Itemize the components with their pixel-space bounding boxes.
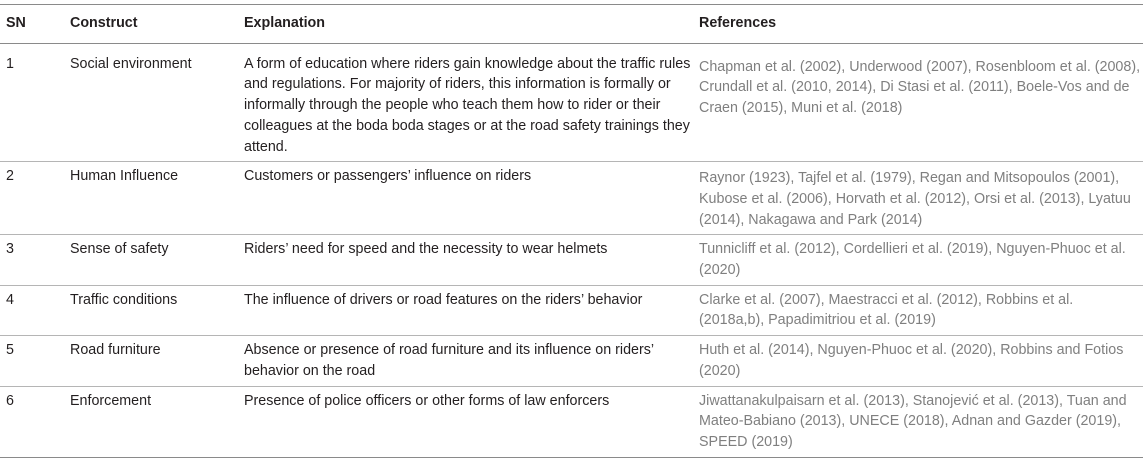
table-row — [0, 43, 1143, 162]
header-explanation: Explanation — [244, 15, 326, 31]
table-row — [0, 162, 1143, 235]
cell-sn: 4 — [6, 291, 14, 308]
cell-references: Tunnicliff et al. (2012), Cordellieri et al. (2019), Nguyen-Phuoc et al. (2020) — [699, 241, 1126, 279]
cell-construct: Sense of safety — [70, 241, 169, 258]
cell-explanation: Customers or passengers’ influence on riders — [244, 168, 532, 185]
cell-explanation: Riders’ need for speed and the necessity to wear helmets — [244, 241, 608, 258]
cell-references: Clarke et al. (2007), Maestracci et al. (2012), Robbins et al. (2018a,b), Papadimitriou et al. (2019) — [699, 291, 1074, 329]
header-construct: Construct — [70, 15, 138, 31]
table-body — [0, 43, 1143, 457]
table-row — [0, 386, 1143, 457]
cell-construct: Enforcement — [70, 392, 152, 409]
cell-construct: Traffic conditions — [70, 291, 178, 308]
header-row — [0, 5, 1143, 44]
cell-sn: 6 — [6, 392, 14, 409]
constructs-table — [0, 4, 1143, 458]
cell-explanation: The influence of drivers or road features on the riders’ behavior — [244, 291, 643, 308]
cell-construct: Social environment — [70, 55, 192, 72]
cell-sn: 1 — [6, 55, 14, 72]
cell-explanation: Presence of police officers or other forms of law enforcers — [244, 392, 610, 409]
cell-references: Jiwattanakulpaisarn et al. (2013), Stanojević et al. (2013), Tuan and Mateo-Babiano (2013), UNECE (2018), Adnan and Gazder (2019), SPEED (2019) — [699, 392, 1127, 450]
table-row — [0, 235, 1143, 285]
table-row — [0, 336, 1143, 386]
cell-sn: 3 — [6, 241, 14, 258]
cell-explanation: A form of education where riders gain knowledge about the traffic rules and regulations. For majority of riders, this information is formally or informally through the people who teach them how to rider or their colleagues at the boda boda stages or at the road safety trainings they attend. — [244, 55, 691, 155]
cell-sn: 2 — [6, 168, 14, 185]
header-references: References — [699, 15, 777, 31]
cell-references: Huth et al. (2014), Nguyen-Phuoc et al. (2020), Robbins and Fotios (2020) — [699, 342, 1124, 379]
cell-construct: Road furniture — [70, 342, 161, 359]
table-header — [0, 5, 1143, 44]
cell-references: Chapman et al. (2002), Underwood (2007), Rosenbloom et al. (2008), Crundall et al. (2010, 2014), Di Stasi et al. (2011), Boele-Vos and de Craen (2015), Muni et al. (2018) — [699, 58, 1141, 117]
table-row — [0, 285, 1143, 335]
cell-construct: Human Influence — [70, 168, 179, 185]
cell-explanation: Absence or presence of road furniture and its influence on riders’ behavior on the road — [244, 342, 654, 379]
cell-references: Raynor (1923), Tajfel et al. (1979), Regan and Mitsopoulos (2001), Kubose et al. (2006), Horvath et al. (2012), Orsi et al. (2013), Lyatuu (2014), Nakagawa and Park (2014) — [699, 170, 1131, 228]
header-sn: SN — [6, 15, 26, 31]
cell-sn: 5 — [6, 342, 14, 359]
